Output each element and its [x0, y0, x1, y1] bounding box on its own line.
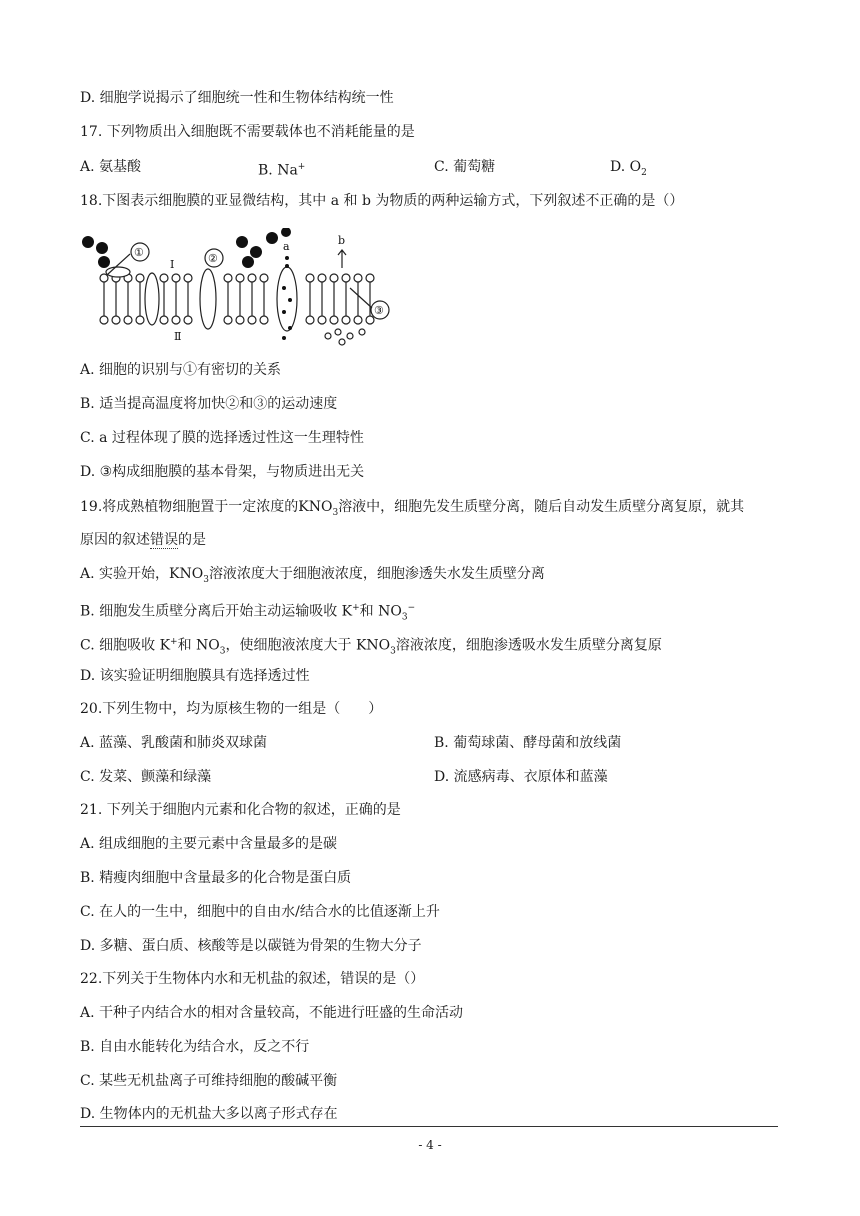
q20-option-d: D. 流感病毒、衣原体和蓝藻	[434, 769, 608, 785]
q21-option-a: A. 组成细胞的主要元素中含量最多的是碳	[80, 836, 338, 852]
label-3: ③	[374, 304, 384, 317]
q19-option-b: B. 细胞发生质壁分离后开始主动运输吸收 K+和 $NO_3^-$	[80, 603, 416, 623]
label-I: Ⅰ	[170, 258, 175, 271]
q17-option-a: A. 氨基酸	[80, 159, 142, 175]
q19-option-c: C. 细胞吸收 K+和 $NO_3$，使细胞液浓度大于 $KNO_3$溶液浓度，细胞渗透吸水发生质壁分离复原	[80, 637, 662, 657]
q22-option-a: A. 干种子内结合水的相对含量较高，不能进行旺盛的生命活动	[80, 1005, 464, 1021]
q17-stem: 17. 下列物质出入细胞既不需要载体也不消耗能量的是	[80, 124, 415, 140]
label-b: b	[338, 234, 346, 247]
label-a: a	[283, 240, 290, 253]
q18-option-c: C. a 过程体现了膜的选择透过性这一生理特性	[80, 430, 364, 446]
q17-option-c: C. 葡萄糖	[434, 159, 496, 175]
q17-option-b: B. Na+	[258, 162, 306, 179]
q20-option-b: B. 葡萄球菌、酵母菌和放线菌	[434, 735, 622, 751]
q19-stem-line2: 原因的叙述错误的是	[80, 532, 206, 548]
q18-option-b: B. 适当提高温度将加快②和③的运动速度	[80, 396, 338, 412]
footer-rule	[80, 1126, 778, 1127]
q21-option-d: D. 多糖、蛋白质、核酸等是以碳链为骨架的生物大分子	[80, 938, 422, 954]
q21-option-c: C. 在人的一生中，细胞中的自由水/结合水的比值逐渐上升	[80, 904, 440, 920]
q22-stem: 22.下列关于生物体内水和无机盐的叙述，错误的是（）	[80, 971, 425, 987]
q19-option-a: A. 实验开始，$KNO_3$溶液浓度大于细胞液浓度，细胞渗透失水发生质壁分离	[80, 566, 545, 585]
q20-stem: 20.下列生物中，均为原核生物的一组是（ ）	[80, 701, 383, 717]
label-2: ②	[208, 252, 218, 265]
q18-option-d: D. ③构成细胞膜的基本骨架，与物质进出无关	[80, 464, 365, 480]
page-number: - 4 -	[418, 1138, 442, 1152]
q19-option-d: D. 该实验证明细胞膜具有选择透过性	[80, 668, 310, 684]
q20-option-c: C. 发菜、颤藻和绿藻	[80, 769, 212, 785]
q21-stem: 21. 下列关于细胞内元素和化合物的叙述，正确的是	[80, 802, 401, 818]
q22-option-c: C. 某些无机盐离子可维持细胞的酸碱平衡	[80, 1073, 338, 1089]
q20-option-a: A. 蓝藻、乳酸菌和肺炎双球菌	[80, 735, 268, 751]
label-1: ①	[134, 246, 144, 259]
label-II: Ⅱ	[174, 330, 182, 343]
q19-stem-line1: 19.将成熟植物细胞置于一定浓度的$KNO_3$溶液中，细胞先发生质壁分离，随后自动发生质壁分离复原，就其	[80, 499, 745, 518]
q18-option-a: A. 细胞的识别与①有密切的关系	[80, 362, 282, 378]
q17-option-d: D. $O_2$	[610, 159, 647, 178]
cell-membrane-diagram	[80, 228, 400, 346]
q21-option-b: B. 精瘦肉细胞中含量最多的化合物是蛋白质	[80, 870, 352, 886]
q22-option-d: D. 生物体内的无机盐大多以离子形式存在	[80, 1106, 338, 1122]
q22-option-b: B. 自由水能转化为结合水，反之不行	[80, 1039, 310, 1055]
q18-stem: 18.下图表示细胞膜的亚显微结构，其中 a 和 b 为物质的两种运输方式，下列叙述不正确的是（）	[80, 193, 684, 209]
q16-option-d: D. 细胞学说揭示了细胞统一性和生物体结构统一性	[80, 90, 394, 106]
